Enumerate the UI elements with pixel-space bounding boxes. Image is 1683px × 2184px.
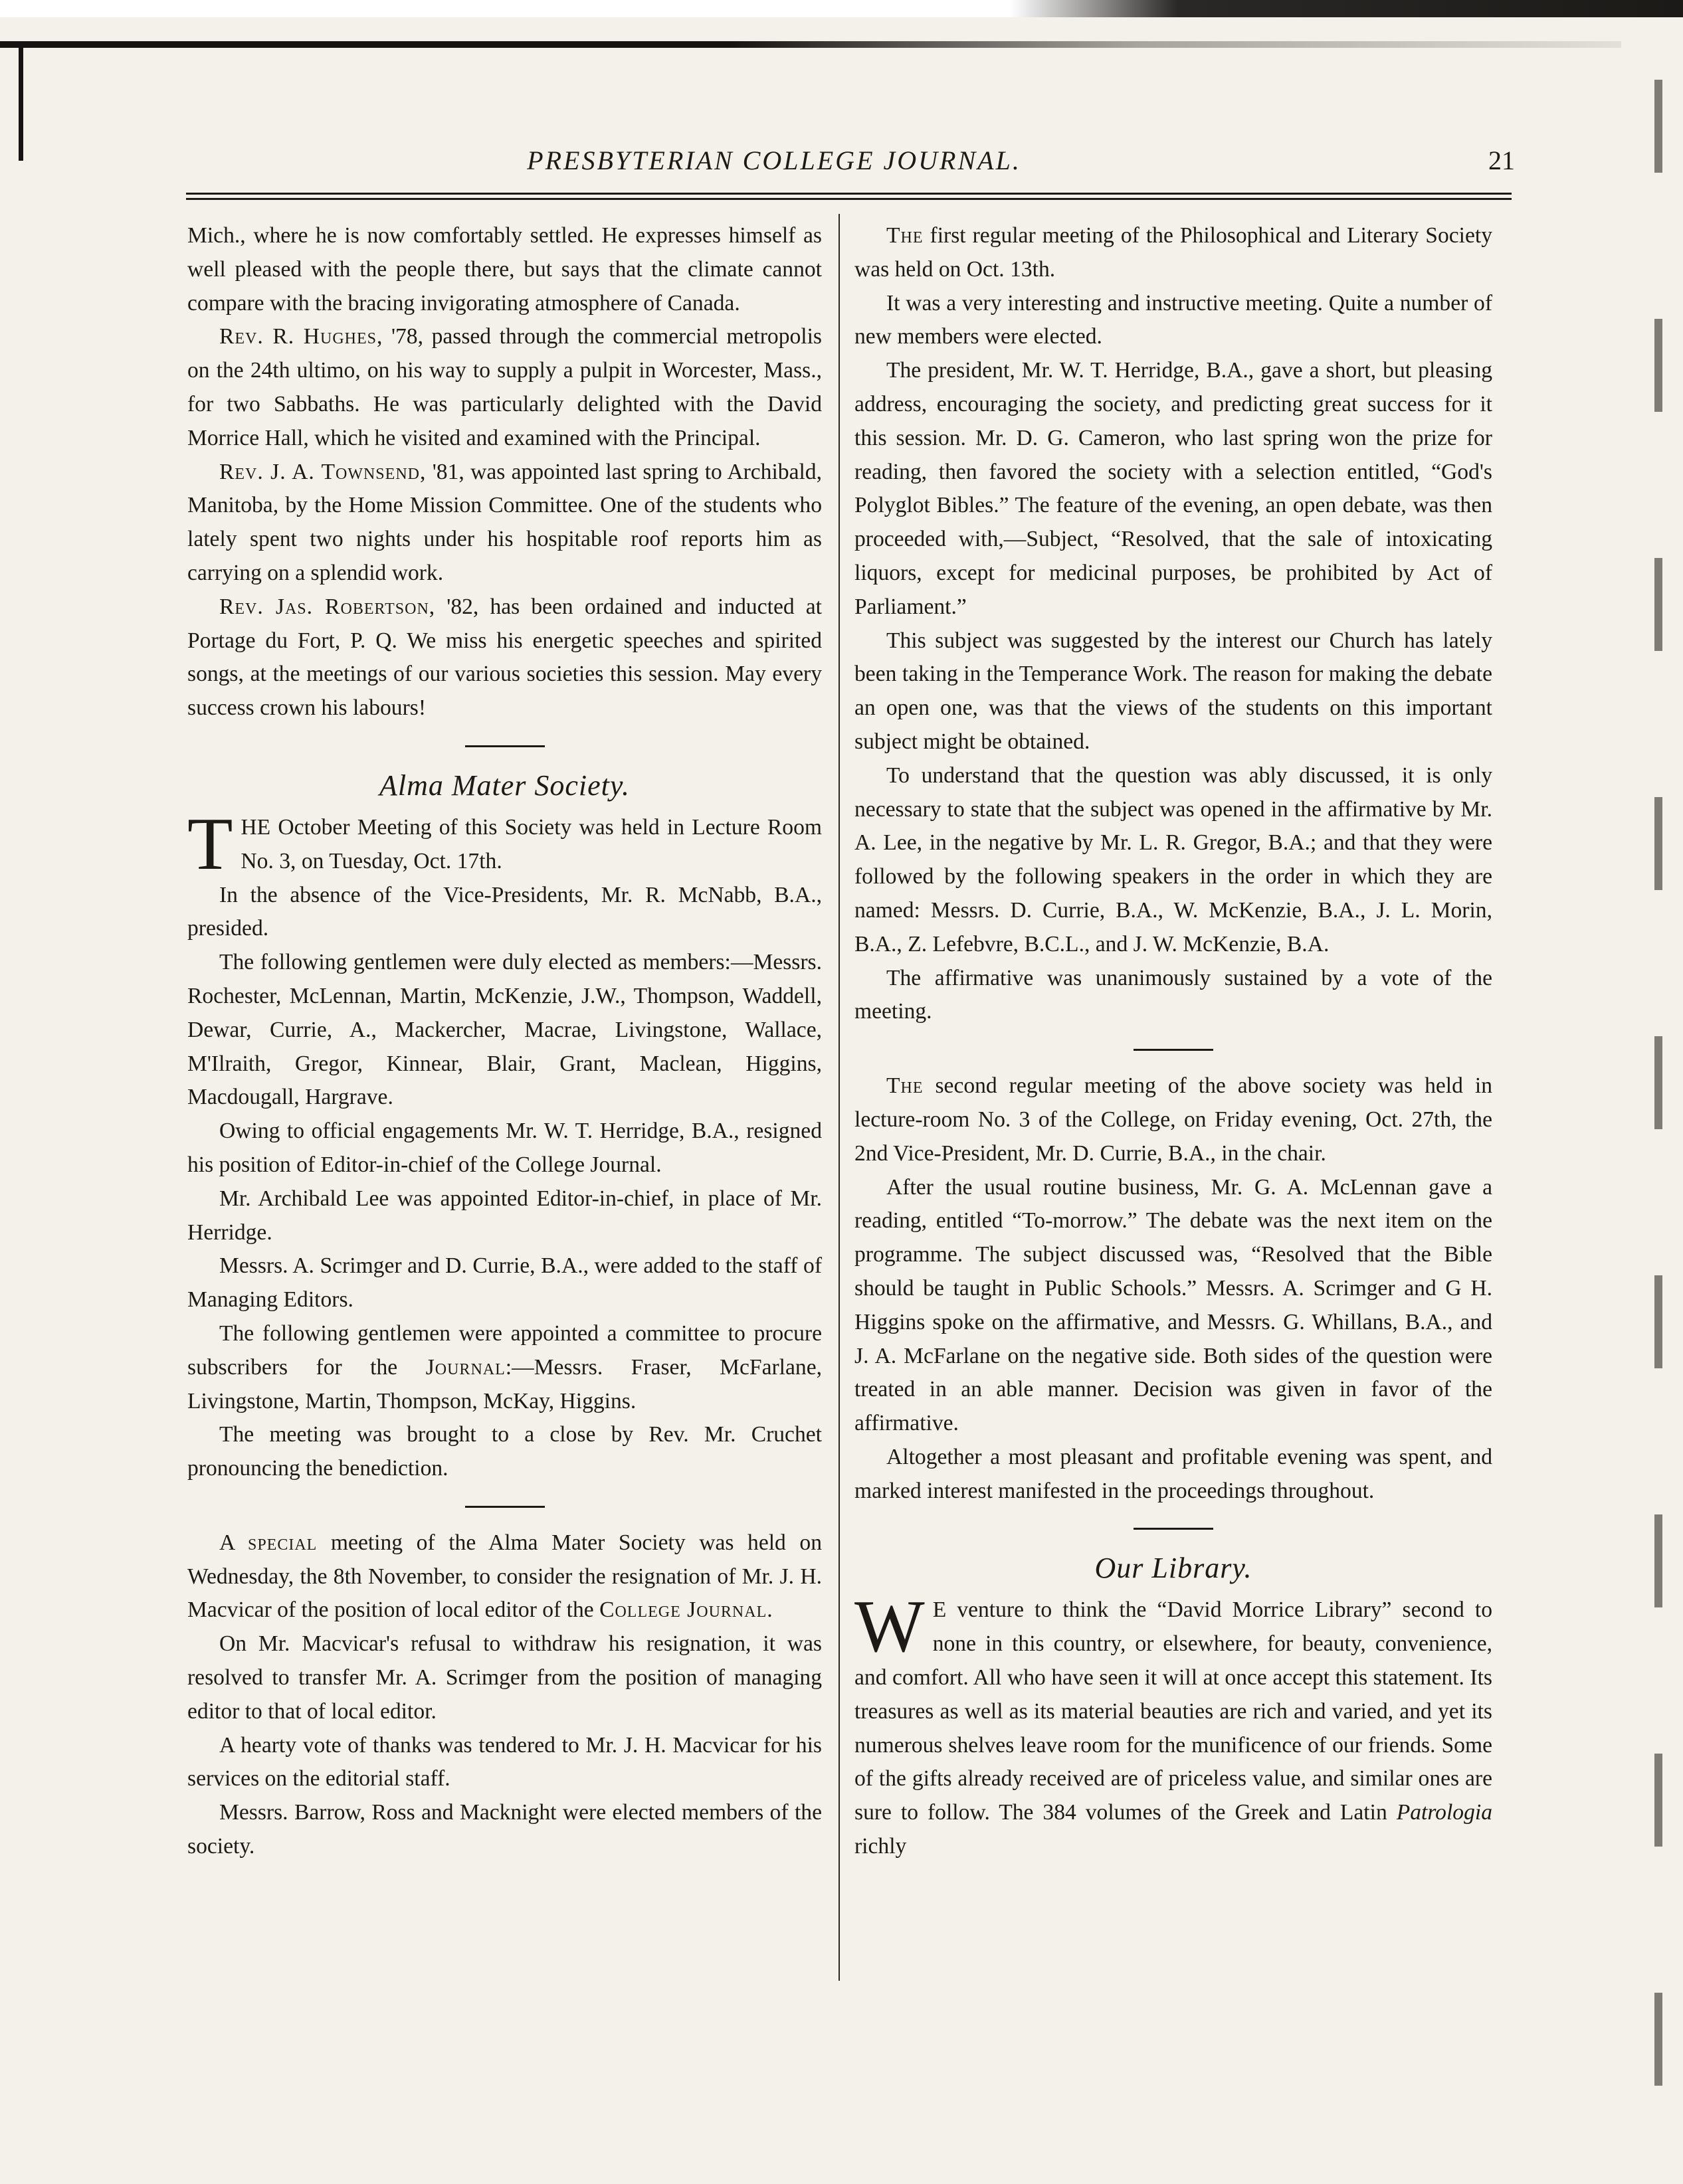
header-rule-bottom <box>186 198 1512 200</box>
scan-top-edge <box>0 0 1683 17</box>
special-paragraph: Messrs. Barrow, Ross and Macknight were elected members of the society. <box>187 1800 822 1859</box>
alma-paragraph: In the absence of the Vice-Presidents, Mr. R. McNabb, B.A., presided. <box>187 882 822 941</box>
philosophical-paragraph: It was a very interesting and instructive meeting. Quite a number of new members were elected. <box>854 290 1492 349</box>
philosophical-paragraph: To understand that the question was ably discussed, it is only necessary to state that the subject was opened in the affirmative by Mr. A. Lee, in the negative by Mr. L. R. Gregor, B.A.; and that they were followed by the following speakers in the order in which they are named: Messrs. D. Currie, B.A., W. McKenzie, B.A., J. L. Morin, B.A., Z. Lefebvre, B.C.L., and J. W. McKenzie, B.A. <box>854 763 1492 956</box>
section-separator <box>465 745 545 747</box>
alma-paragraph: The meeting was brought to a close by Rev. Mr. Cruchet pronouncing the benediction. <box>187 1422 822 1481</box>
philosophical-paragraph: The president, Mr. W. T. Herridge, B.A., gave a short, but pleasing address, encouraging the society, and predicting great success for it this session. Mr. D. G. Cameron, who last spring won the prize for reading, then favored the society with a selection entitled, “God's Polyglot Bibles.” The feature of the evening, an open debate, was then proceeded with,—Subject, “Resolved, that the sale of intoxicating liquors, except for medicinal purposes, be prohibited by Act of Parliament.” <box>854 358 1492 619</box>
special-paragraph: On Mr. Macvicar's refusal to withdraw his resignation, it was resolved to transfer Mr. A. Scrimger from the position of managing editor to that of local editor. <box>187 1631 822 1724</box>
special-paragraph: A hearty vote of thanks was tendered to Mr. J. H. Macvicar for his services on the editorial staff. <box>187 1732 822 1791</box>
alma-paragraph: Messrs. A. Scrimger and D. Currie, B.A., were added to the staff of Managing Editors. <box>187 1253 822 1313</box>
alma-paragraph: Owing to official engagements Mr. W. T. Herridge, B.A., resigned his position of Editor-in-chief of the College Journal. <box>187 1119 822 1177</box>
header-rule-top <box>186 193 1512 195</box>
alma-paragraph: The following gentlemen were appointed a committee to procure subscribers for the Journal:—Messrs. Fraser, McFarlane, Livingstone, Martin, Thompson, McKay, Higgins. <box>187 1320 822 1413</box>
section-separator <box>1134 1528 1213 1530</box>
journal-title: PRESBYTERIAN COLLEGE JOURNAL. <box>527 145 1021 175</box>
scan-border-rule <box>0 41 1621 48</box>
right-column <box>854 219 1492 1864</box>
second-meeting-paragraph: The second regular meeting of the above society was held in lecture-room No. 3 of the College, on Friday evening, Oct. 27th, the 2nd Vice-President, Mr. D. Currie, B.A., in the chair. <box>854 1073 1492 1166</box>
name-lead: Rev. R. Hughes, <box>219 324 383 349</box>
scan-right-edge <box>1654 0 1662 2184</box>
second-meeting-paragraph: Altogether a most pleasant and profitable evening was spent, and marked interest manifested in the proceedings throughout. <box>854 1444 1492 1503</box>
philosophical-paragraph: This subject was suggested by the interest our Church has lately been taking in the Temperance Work. The reason for making the debate an open one, was that the views of the students on this important subject might be obtained. <box>854 628 1492 754</box>
alma-paragraph: Mr. Archibald Lee was appointed Editor-in-chief, in place of Mr. Herridge. <box>187 1186 822 1245</box>
section-separator <box>1134 1049 1213 1051</box>
personal-paragraph: Rev. R. Hughes, '78, passed through the commercial metropolis on the 24th ultimo, on his way to supply a pulpit in Worcester, Mass., for two Sabbaths. He was particularly delighted with the David Morrice Hall, which he visited and examined with the Principal. <box>187 324 822 450</box>
section-heading-our-library: Our Library. <box>1094 1552 1252 1585</box>
philosophical-paragraph: The first regular meeting of the Philosophical and Literary Society was held on Oct. 13th. <box>854 223 1492 282</box>
page-number: 21 <box>1488 145 1515 175</box>
alma-paragraph: THE October Meeting of this Society was held in Lecture Room No. 3, on Tuesday, Oct. 17th. <box>187 802 822 885</box>
philosophical-paragraph: The affirmative was unanimously sustained by a vote of the meeting. <box>854 965 1492 1024</box>
personal-paragraph: Mich., where he is now comfortably settled. He expresses himself as well pleased with the people there, but says that the climate cannot compare with the bracing invigorating atmosphere of Canada. <box>187 223 822 316</box>
alma-paragraph: The following gentlemen were duly elected as members:—Messrs. Rochester, McLennan, Martin, McKenzie, J.W., Thompson, Waddell, Dewar, Currie, A., Mackercher, Macrae, Livingstone, Wallace, M'Ilraith, Gregor, Kinnear, Blair, Grant, Maclean, Higgins, Macdougall, Hargrave. <box>187 950 822 1110</box>
section-separator <box>465 1506 545 1508</box>
drop-cap: T <box>187 802 233 885</box>
personal-paragraph: Rev. J. A. Townsend, '81, was appointed last spring to Archibald, Manitoba, by the Home Mission Committee. One of the students who lately spent two nights under his hospitable roof reports him as carrying on a splendid work. <box>187 459 822 585</box>
left-column <box>187 219 822 1864</box>
drop-cap: W <box>854 1586 925 1669</box>
library-paragraph: W E venture to think the “David Morrice Library” second to none in this country, or elsewhere, for beauty, convenience, and comfort. All who have seen it will at once accept this statement. Its treasures as well as its material beauties are rich and varied, and yet its numerous shelves leave room for the munificence of our friends. Some of the gifts already received are of priceless value, and similar ones are sure to follow. The 384 volumes of the Greek and Latin Patrologia richly <box>854 1586 1492 1859</box>
second-meeting-paragraph: After the usual routine business, Mr. G. A. McLennan gave a reading, entitled “To-morrow.” The debate was the next item on the programme. The subject discussed was, “Resolved that the Bible should be taught in Public Schools.” Messrs. A. Scrimger and G H. Higgins spoke on the affirmative, and Messrs. G. Whillans, B.A., and J. A. McFarlane on the negative side. Both sides of the question were treated in an able manner. Decision was given in favor of the affirmative. <box>854 1174 1492 1436</box>
section-heading-alma-mater: Alma Mater Society. <box>379 769 630 802</box>
scan-left-mark <box>19 41 23 161</box>
running-header <box>186 145 1515 182</box>
special-paragraph: A special meeting of the Alma Mater Society was held on Wednesday, the 8th November, to consider the resignation of Mr. J. H. Macvicar of the position of local editor of the College Journal. <box>187 1530 822 1623</box>
name-lead: Rev. J. A. Townsend, <box>219 459 427 484</box>
column-divider <box>839 214 840 1981</box>
name-lead: Rev. Jas. Robertson, <box>219 594 436 619</box>
personal-paragraph: Rev. Jas. Robertson, '82, has been ordained and inducted at Portage du Fort, P. Q. We miss his energetic speeches and spirited songs, at the meetings of our various societies this session. May every success crown his labours! <box>187 594 822 721</box>
